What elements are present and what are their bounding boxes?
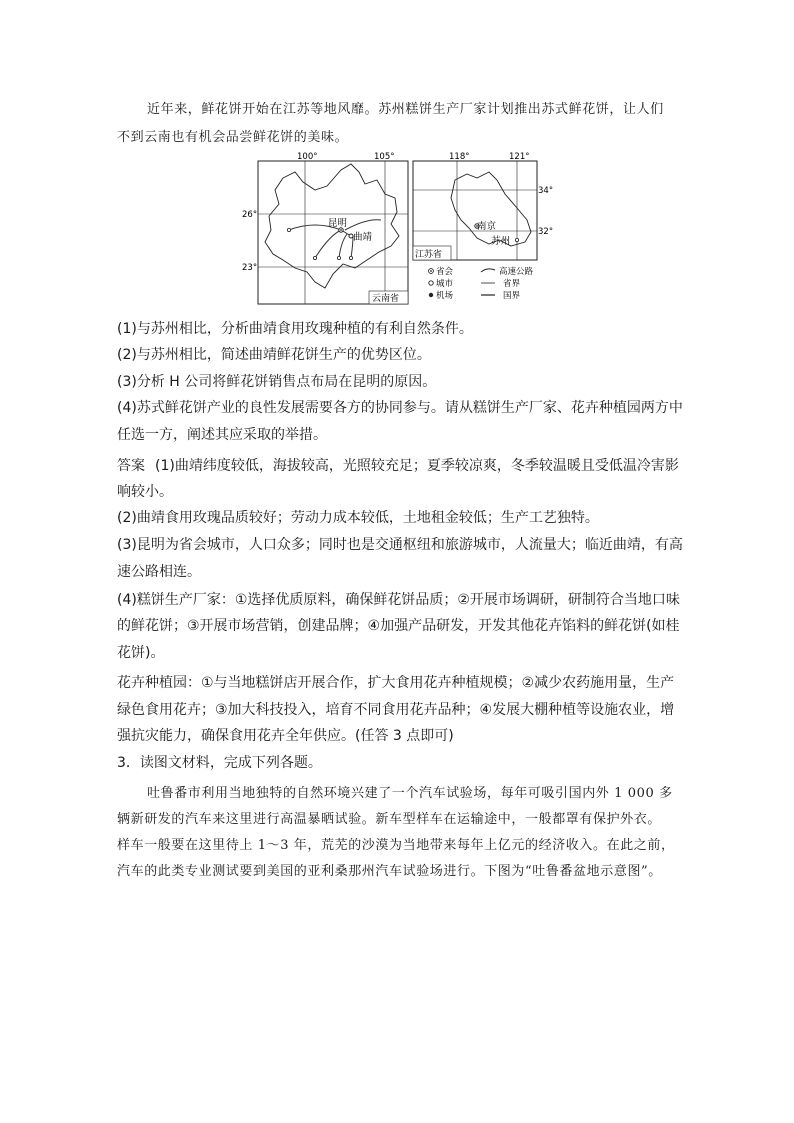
province-jiangsu: 江苏省: [415, 250, 443, 260]
city-suzhou: 苏州: [491, 236, 511, 247]
lon-121: 121°: [509, 152, 530, 162]
lat-32: 32°: [538, 227, 554, 237]
question-2: (2)与苏州相比，简述曲靖鲜花饼生产的优势区位。: [117, 347, 431, 363]
lon-100: 100°: [297, 152, 318, 162]
answer-label: 答案: [117, 458, 145, 474]
q3-heading: 3．读图文材料，完成下列各题。: [117, 755, 322, 771]
answer-3-line-2: 速公路相连。: [117, 564, 201, 580]
yunnan-map: [242, 152, 408, 304]
intro-line-1: 近年来，鲜花饼开始在江苏等地风靡。苏州糕饼生产厂家计划推出苏式鲜花饼，让人们: [147, 102, 664, 117]
answer-1-text: (1)曲靖纬度较低，海拔较高，光照较充足；夏季较凉爽，冬季较温暖且受低温冷害影: [155, 458, 679, 474]
lon-118: 118°: [449, 152, 470, 162]
legend-airport: 机场: [436, 291, 454, 301]
city-qujing: 曲靖: [353, 232, 373, 243]
q3-material-line-1: 吐鲁番市利用当地独特的自然环境兴建了一个汽车试验场，每年可吸引国内外 1 000 多: [147, 786, 673, 801]
question-1: (1)与苏州相比，分析曲靖食用玫瑰种植的有利自然条件。: [117, 321, 473, 337]
question-4-line-1: (4)苏式鲜花饼产业的良性发展需要各方的协同参与。请从糕饼生产厂家、花卉种植园两方中: [117, 400, 683, 416]
lon-105: 105°: [374, 152, 395, 162]
legend-highway: 高速公路: [499, 267, 534, 277]
answer-4b-line-2: 绿色食用花卉；③加大科技投入，培育不同食用花卉品种；④发展大棚种植等设施农业，增: [117, 702, 675, 718]
legend-national-border: 国界: [503, 291, 521, 301]
answer-3-line-1: (3)昆明为省会城市，人口众多；同时也是交通枢纽和旅游城市，人流量大；临近曲靖，有高: [117, 537, 683, 553]
answer-4-line-2: 的鲜花饼；③开展市场营销，创建品牌；④加强产品研发，开发其他花卉馅料的鲜花饼(如桂: [117, 618, 680, 634]
jiangsu-outline: [451, 172, 531, 246]
answer-1-line-2: 响较小。: [117, 484, 173, 500]
city-kunming: 昆明: [328, 218, 348, 229]
q3-material-line-3: 样车一般要在这里待上 1～3 年，荒芜的沙漠为当地带来每年上亿元的经济收入。在此之前，: [117, 838, 675, 853]
legend-city: 城市: [436, 279, 454, 289]
question-4-line-2: 任选一方，阐述其应采取的举措。: [117, 427, 327, 443]
jiangsu-map: [413, 152, 553, 260]
answer-4-line-1: (4)糕饼生产厂家：①选择优质原料，确保鲜花饼品质；②开展市场调研，研制符合当地口味: [117, 592, 680, 608]
question-3: (3)分析 H 公司将鲜花饼销售点布局在昆明的原因。: [117, 374, 437, 390]
lat-34: 34°: [538, 186, 554, 196]
legend-capital: 省会: [436, 267, 454, 277]
lat-23: 23°: [242, 263, 258, 273]
answer-4b-line-1: 花卉种植园：①与当地糕饼店开展合作，扩大食用花卉种植规模；②减少农药施用量，生产: [117, 675, 675, 691]
answer-4b-line-3: 强抗灾能力，确保食用花卉全年供应。(任答 3 点即可): [117, 728, 454, 744]
lat-26: 26°: [242, 210, 258, 220]
map-legend: [429, 266, 534, 301]
answer-1-line-1: [117, 455, 679, 475]
legend-province-border: 省界: [503, 279, 521, 289]
answer-2: (2)曲靖食用玫瑰品质较好；劳动力成本较低，土地租金较低；生产工艺独特。: [117, 510, 599, 526]
answer-4-line-3: 花饼)。: [117, 645, 165, 661]
q3-material-line-2: 辆新研发的汽车来这里进行高温暴晒试验。新车型样车在运输途中，一般都罩有保护外衣。: [117, 812, 662, 827]
intro-line-2: 不到云南也有机会品尝鲜花饼的美味。: [117, 130, 349, 145]
province-yunnan: 云南省: [372, 294, 400, 304]
q3-material-line-4: 汽车的此类专业测试要到美国的亚利桑那州汽车试验场进行。下图为“吐鲁番盆地示意图”。: [117, 864, 662, 879]
map-figure: [242, 150, 555, 308]
city-nanjing: 南京: [477, 221, 497, 232]
